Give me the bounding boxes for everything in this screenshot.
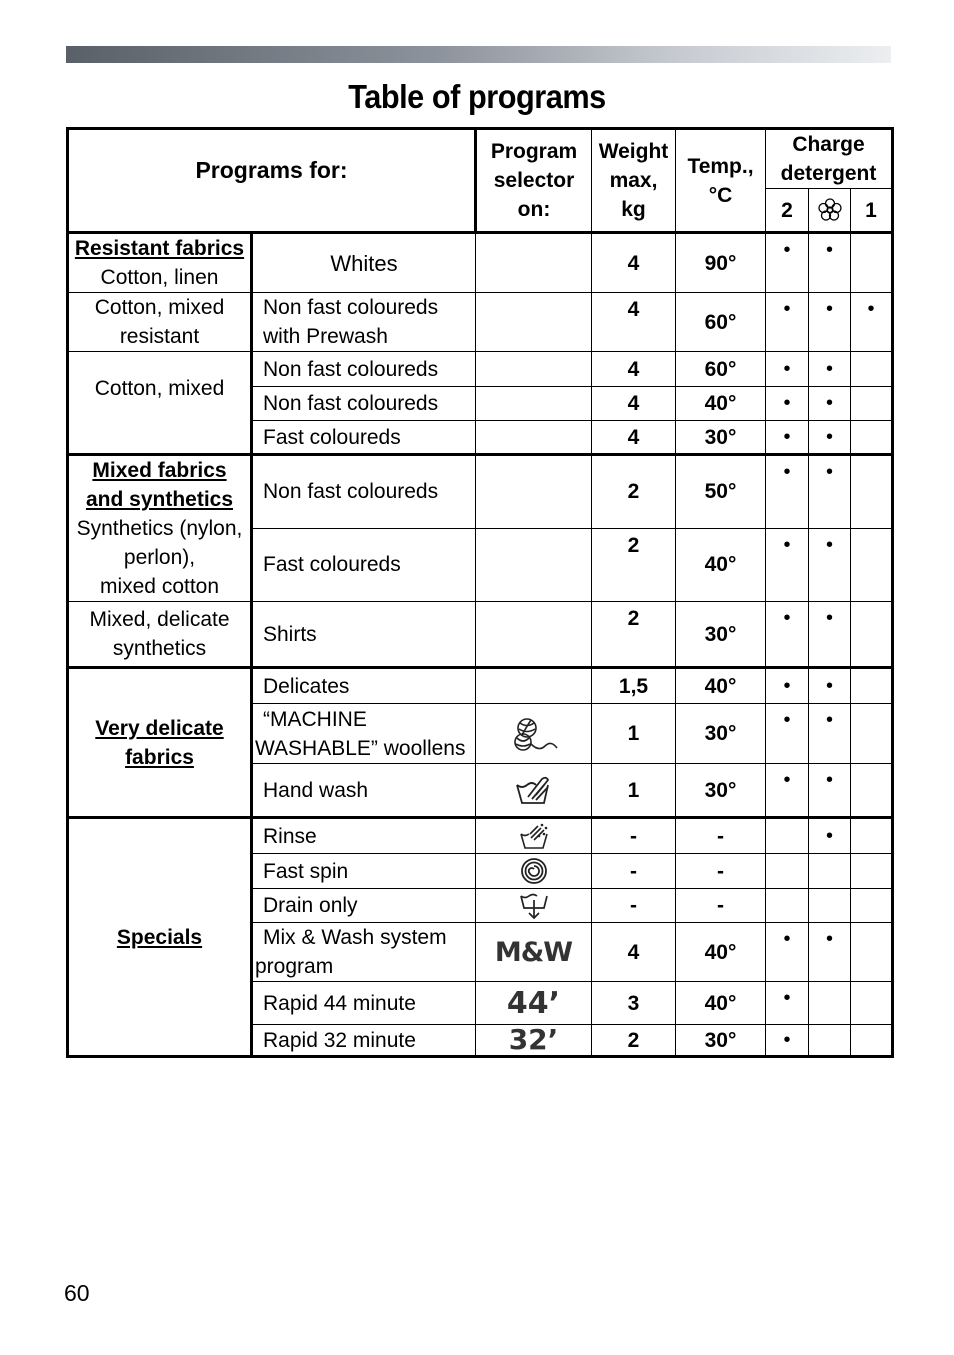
selector-cell (476, 602, 592, 668)
temp-value: 30° (676, 764, 766, 818)
weight-value: 2 (592, 602, 676, 668)
program-name: Fast spin (252, 854, 476, 889)
temp-value: 40° (676, 668, 766, 704)
rapid-44-icon: 44’ (476, 982, 592, 1025)
program-name-line: Mix & Wash system (263, 926, 447, 949)
group-cotton-mixed: Cotton, mixed (68, 352, 252, 455)
weight-value: 4 (592, 387, 676, 421)
program-name: Rapid 32 minute (252, 1025, 476, 1057)
temp-value: 60° (676, 352, 766, 387)
detergent-flower-mark (809, 982, 851, 1025)
weight-value: 4 (592, 421, 676, 455)
selector-cell (476, 352, 592, 387)
wool-ball-icon (476, 704, 592, 764)
temp-value: - (676, 818, 766, 854)
header-temp: Temp., °C (676, 129, 766, 233)
header-weight: Weight max, kg (592, 129, 676, 233)
program-name: Rapid 44 minute (252, 982, 476, 1025)
detergent-1-mark (851, 923, 893, 982)
detergent-2-mark: • (766, 602, 809, 668)
rinse-icon (476, 818, 592, 854)
detergent-1-mark (851, 982, 893, 1025)
detergent-2-mark: • (766, 455, 809, 529)
detergent-flower-mark: • (809, 602, 851, 668)
program-name: Fast coloureds (252, 528, 476, 602)
group-subtitle: Cotton, linen (100, 266, 219, 289)
detergent-2-mark: • (766, 1025, 809, 1057)
detergent-flower-mark (809, 854, 851, 889)
weight-value: 1 (592, 704, 676, 764)
group-very-delicate: Very delicate fabrics (68, 668, 252, 818)
detergent-1-mark (851, 528, 893, 602)
program-name: Whites (252, 233, 476, 293)
program-name (252, 704, 476, 764)
detergent-2-mark (766, 889, 809, 923)
mix-wash-icon: M&W (476, 923, 592, 982)
group-subtitle: mixed cotton (99, 575, 220, 598)
weight-value: 4 (592, 233, 676, 293)
detergent-2-mark: • (766, 293, 809, 352)
weight-value: 1,5 (592, 668, 676, 704)
detergent-1-mark (851, 602, 893, 668)
detergent-2-mark: • (766, 352, 809, 387)
program-name: Drain only (252, 889, 476, 923)
detergent-1-mark (851, 818, 893, 854)
drain-icon (476, 889, 592, 923)
detergent-flower-mark: • (809, 923, 851, 982)
page-number: 60 (64, 1280, 90, 1306)
program-name: Non fast coloureds (252, 352, 476, 387)
rapid-32-icon: 32’ (476, 1025, 592, 1057)
group-subtitle: Synthetics (nylon, perlon), (76, 517, 243, 569)
group-heading: Resistant fabrics (74, 237, 245, 260)
detergent-1-mark (851, 854, 893, 889)
temp-value: 30° (676, 602, 766, 668)
selector-cell (476, 455, 592, 529)
detergent-2-mark: • (766, 982, 809, 1025)
detergent-flower-mark: • (809, 668, 851, 704)
weight-value: 2 (592, 455, 676, 529)
detergent-2-mark: • (766, 528, 809, 602)
program-name (252, 923, 476, 982)
detergent-2-mark: • (766, 764, 809, 818)
detergent-flower-mark: • (809, 387, 851, 421)
weight-value: 2 (592, 528, 676, 602)
program-name: Non fast coloureds with Prewash (252, 293, 476, 352)
hand-wash-icon (476, 764, 592, 818)
table-row (68, 352, 893, 387)
header-charge-detergent: Charge detergent (766, 129, 893, 189)
detergent-flower-mark: • (809, 764, 851, 818)
program-name: Delicates (252, 668, 476, 704)
selector-cell (476, 668, 592, 704)
temp-value: 40° (676, 387, 766, 421)
group-specials: Specials (68, 818, 252, 1057)
detergent-flower-mark: • (809, 818, 851, 854)
group-heading: Mixed fabrics and synthetics (85, 459, 234, 511)
detergent-1-mark (851, 233, 893, 293)
page-title: Table of programs (348, 78, 606, 115)
detergent-flower-mark: • (809, 455, 851, 529)
program-name: Fast coloureds (252, 421, 476, 455)
program-name-line: program (255, 955, 334, 978)
table-row (68, 293, 893, 352)
header-charge-1: 1 (851, 189, 893, 233)
program-name: Non fast coloureds (252, 455, 476, 529)
table-row (68, 602, 893, 668)
detergent-2-mark: • (766, 421, 809, 455)
detergent-2-mark (766, 818, 809, 854)
detergent-1-mark (851, 889, 893, 923)
detergent-flower-mark: • (809, 352, 851, 387)
selector-cell (476, 421, 592, 455)
header-charge-2: 2 (766, 189, 809, 233)
selector-cell (476, 528, 592, 602)
detergent-2-mark: • (766, 923, 809, 982)
detergent-flower-mark (809, 1025, 851, 1057)
header-selector: Program selector on: (476, 129, 592, 233)
weight-value: 4 (592, 923, 676, 982)
weight-value: 4 (592, 293, 676, 352)
weight-value: 3 (592, 982, 676, 1025)
temp-value: 30° (676, 1025, 766, 1057)
detergent-1-mark (851, 1025, 893, 1057)
program-name: Rinse (252, 818, 476, 854)
weight-value: 2 (592, 1025, 676, 1057)
detergent-flower-mark: • (809, 528, 851, 602)
group-resistant-fabrics (68, 233, 252, 293)
temp-value: 60° (676, 293, 766, 352)
detergent-1-mark (851, 387, 893, 421)
detergent-2-mark: • (766, 387, 809, 421)
group-mixed-fabrics (68, 455, 252, 602)
table-row (68, 455, 893, 529)
detergent-flower-mark: • (809, 421, 851, 455)
programs-table (66, 127, 894, 1058)
detergent-1-mark (851, 421, 893, 455)
detergent-1-mark (851, 352, 893, 387)
detergent-2-mark: • (766, 233, 809, 293)
detergent-1-mark (851, 704, 893, 764)
table-row (68, 668, 893, 704)
header-bar (66, 46, 891, 63)
weight-value: 4 (592, 352, 676, 387)
temp-value: - (676, 889, 766, 923)
selector-cell (476, 233, 592, 293)
temp-value: 90° (676, 233, 766, 293)
weight-value: - (592, 818, 676, 854)
detergent-2-mark: • (766, 668, 809, 704)
detergent-1-mark (851, 764, 893, 818)
weight-value: - (592, 889, 676, 923)
detergent-2-mark: • (766, 704, 809, 764)
detergent-1-mark (851, 668, 893, 704)
selector-cell (476, 387, 592, 421)
program-name: Hand wash (252, 764, 476, 818)
weight-value: - (592, 854, 676, 889)
temp-value: 40° (676, 923, 766, 982)
detergent-flower-mark: • (809, 704, 851, 764)
temp-value: 30° (676, 704, 766, 764)
program-name: Non fast coloureds (252, 387, 476, 421)
program-name: Shirts (252, 602, 476, 668)
flower-icon (809, 189, 851, 233)
selector-cell (476, 293, 592, 352)
spin-icon (476, 854, 592, 889)
detergent-1-mark: • (851, 293, 893, 352)
program-name-line: WASHABLE” woollens (255, 736, 466, 760)
detergent-2-mark (766, 854, 809, 889)
temp-value: 40° (676, 982, 766, 1025)
group-cotton-mixed-resistant: Cotton, mixed resistant (68, 293, 252, 352)
temp-value: 40° (676, 528, 766, 602)
detergent-flower-mark: • (809, 233, 851, 293)
detergent-flower-mark (809, 889, 851, 923)
table-row (68, 233, 893, 293)
header-programs-for: Programs for: (68, 129, 476, 233)
weight-value: 1 (592, 764, 676, 818)
group-mixed-delicate: Mixed, delicate synthetics (68, 602, 252, 668)
temp-value: 50° (676, 455, 766, 529)
detergent-1-mark (851, 455, 893, 529)
program-name-line: “MACHINE (263, 707, 367, 731)
temp-value: - (676, 854, 766, 889)
temp-value: 30° (676, 421, 766, 455)
detergent-flower-mark: • (809, 293, 851, 352)
table-row (68, 818, 893, 854)
